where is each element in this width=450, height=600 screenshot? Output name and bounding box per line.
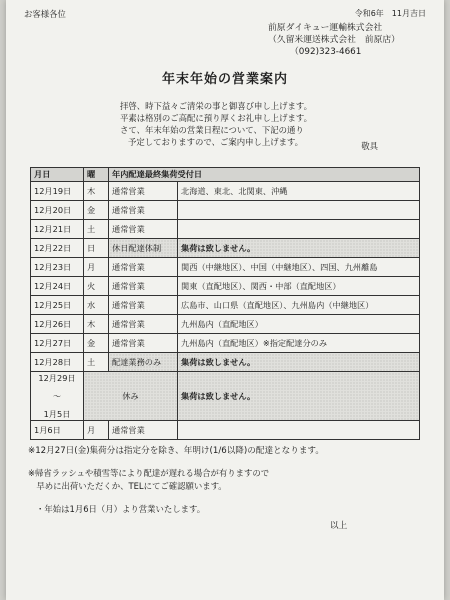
table-row [31, 220, 420, 239]
row-info [178, 201, 420, 220]
row-info [178, 421, 420, 440]
row-info: 集荷は致しません。 [178, 353, 420, 372]
row-info: 集荷は致しません。 [178, 239, 420, 258]
row-status: 通常営業 [109, 296, 178, 315]
holiday-date-range [31, 372, 84, 421]
header-date: 月日 [31, 168, 84, 182]
row-status: 通常営業 [109, 277, 178, 296]
row-date: 12月28日 [31, 353, 84, 372]
intro-paragraph [120, 100, 312, 148]
addressee: お客様各位 [24, 9, 66, 19]
note-line: 早めに出荷いただくか、TELにてご確認願います。 [28, 481, 227, 491]
row-date: 12月23日 [31, 258, 84, 277]
sender-company: 前原ダイキュー運輸株式会社 [268, 23, 383, 33]
row-day: 日 [84, 239, 109, 258]
row-date: 12月20日 [31, 201, 84, 220]
row-date: 12月21日 [31, 220, 84, 239]
table-row [31, 201, 420, 220]
row-date: 12月24日 [31, 277, 84, 296]
row-date: 12月19日 [31, 182, 84, 201]
table-row [31, 315, 420, 334]
row-day: 月 [84, 421, 109, 440]
holiday-date-from: 12月29日 [38, 373, 76, 383]
intro-line: さて、年末年始の営業日程について、下記の通り [120, 125, 304, 135]
header-info: 年内配達最終集荷受付日 [109, 168, 420, 182]
row-day: 金 [84, 201, 109, 220]
row-date: 12月26日 [31, 315, 84, 334]
row-info: 九州島内（直配地区）※指定配達分のみ [178, 334, 420, 353]
closing-ijou: 以上 [330, 521, 348, 531]
table-row [31, 296, 420, 315]
row-status: 通常営業 [109, 421, 178, 440]
row-status: 通常営業 [109, 334, 178, 353]
row-status: 通常営業 [109, 182, 178, 201]
table-row [31, 353, 420, 372]
row-info: 九州島内（直配地区） [178, 315, 420, 334]
notice-document [6, 0, 444, 600]
row-info: 北海道、東北、北関東、沖縄 [178, 182, 420, 201]
row-status: 通常営業 [109, 258, 178, 277]
table-row [31, 182, 420, 201]
sender-phone: （092)323-4661 [290, 47, 362, 57]
holiday-status: 休み [84, 372, 178, 421]
sender-block [268, 22, 400, 58]
row-day: 木 [84, 182, 109, 201]
row-day: 土 [84, 353, 109, 372]
holiday-date-to: 1月5日 [43, 409, 71, 419]
row-day: 月 [84, 258, 109, 277]
intro-line: 予定しておりますので、ご案内申し上げます。 [128, 137, 304, 147]
row-date: 12月27日 [31, 334, 84, 353]
table-row-holiday [31, 372, 420, 421]
note-delivery-after-new-year: ※12月27日(金)集荷分は指定分を除き、年明け(1/6以降)の配達となります。 [28, 446, 324, 456]
row-day: 木 [84, 315, 109, 334]
table-row [31, 239, 420, 258]
row-info: 広島市、山口県（直配地区）、九州島内（中継地区） [178, 296, 420, 315]
row-date: 12月25日 [31, 296, 84, 315]
table-row [31, 258, 420, 277]
row-status: 配達業務のみ [109, 353, 178, 372]
header-day: 曜 [84, 168, 109, 182]
holiday-info: 集荷は致しません。 [178, 372, 420, 421]
schedule-table [30, 167, 420, 440]
table-row [31, 421, 420, 440]
row-day: 金 [84, 334, 109, 353]
row-day: 火 [84, 277, 109, 296]
note-new-year-opening: ・年始は1月6日（月）より営業いたします。 [36, 504, 206, 514]
sender-branch: （久留米運送株式会社 前原店） [268, 35, 400, 45]
table-header-row [31, 168, 420, 182]
issue-date: 令和6年 11月吉日 [354, 9, 426, 18]
note-delay-warning [28, 467, 269, 493]
row-day: 土 [84, 220, 109, 239]
row-day: 水 [84, 296, 109, 315]
row-status: 通常営業 [109, 201, 178, 220]
holiday-date-tilde: ～ [52, 391, 62, 401]
table-row [31, 334, 420, 353]
row-status: 休日配達体制 [109, 239, 178, 258]
row-info [178, 220, 420, 239]
row-info: 関西（中継地区）、中国（中継地区）、四国、九州離島 [178, 258, 420, 277]
row-status: 通常営業 [109, 220, 178, 239]
note-line: ※帰省ラッシュや積雪等により配達が遅れる場合が有りますので [28, 468, 270, 478]
row-info: 関東（直配地区）、関西・中部（直配地区） [178, 277, 420, 296]
row-status: 通常営業 [109, 315, 178, 334]
intro-line: 平素は格別のご高配に預り厚くお礼申し上げます。 [120, 113, 312, 123]
document-title: 年末年始の営業案内 [161, 72, 288, 87]
intro-line: 拝啓、時下益々ご清栄の事と御喜び申し上げます。 [120, 101, 312, 111]
closing-salutation: 敬具 [361, 141, 378, 151]
row-date: 1月6日 [31, 421, 84, 440]
row-date: 12月22日 [31, 239, 84, 258]
table-row [31, 277, 420, 296]
